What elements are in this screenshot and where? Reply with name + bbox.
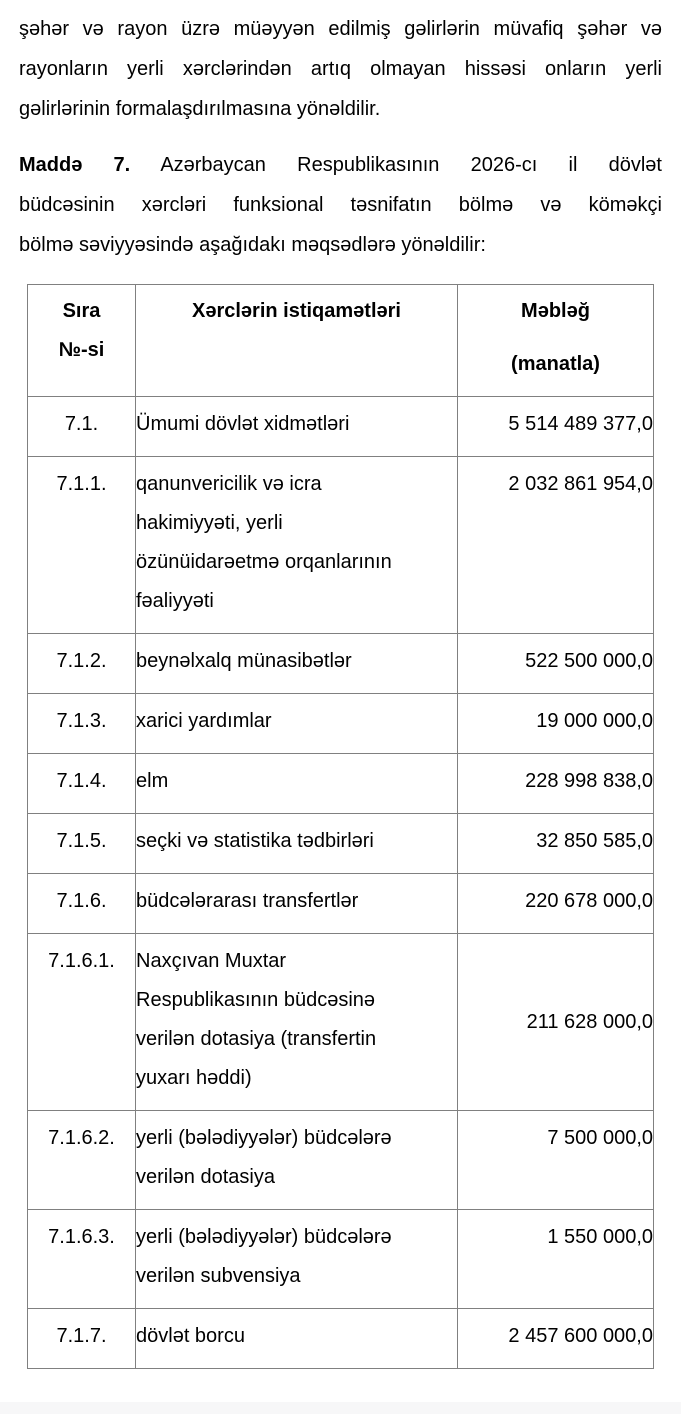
row-description: yerli (bələdiyyələr) büdcələrə verilən dotasiya — [136, 1111, 458, 1210]
row-amount: 211 628 000,0 — [458, 934, 654, 1111]
row-description: beynəlxalq münasibətlər — [136, 634, 458, 694]
row-description: Naxçıvan Muxtar Respublikasının büdcəsinə verilən dotasiya (transfertin yuxarı həddi) — [136, 934, 458, 1111]
table-header-row — [28, 285, 654, 397]
row-description: xarici yardımlar — [136, 694, 458, 754]
row-description: büdcələrarası transfertlər — [136, 874, 458, 934]
row-number: 7.1.6.2. — [28, 1111, 136, 1210]
table-row — [28, 754, 654, 814]
row-number: 7.1.7. — [28, 1309, 136, 1369]
table-row — [28, 814, 654, 874]
table-row — [28, 397, 654, 457]
row-amount: 1 550 000,0 — [458, 1210, 654, 1309]
row-amount: 5 514 489 377,0 — [458, 397, 654, 457]
table-row — [28, 457, 654, 634]
header-amount-line1: Məbləğ — [521, 300, 590, 322]
row-number: 7.1.5. — [28, 814, 136, 874]
header-direction-label: Xərclərin istiqamətləri — [192, 300, 401, 322]
table-row — [28, 934, 654, 1111]
row-number: 7.1.2. — [28, 634, 136, 694]
row-number: 7.1.6.3. — [28, 1210, 136, 1309]
row-amount: 228 998 838,0 — [458, 754, 654, 814]
paragraph-intro — [19, 0, 662, 129]
budget-table — [27, 284, 654, 1369]
paragraph-intro-line: gəlirlərinin formalaşdırılmasına yönəldilir. — [19, 98, 381, 120]
table-row — [28, 874, 654, 934]
row-description: Ümumi dövlət xidmətləri — [136, 397, 458, 457]
paragraph-intro-line: rayonların yerli xərclərindən artıq olmayan hissəsi onların yerli — [19, 58, 662, 80]
header-cell-direction — [136, 285, 458, 397]
row-amount: 32 850 585,0 — [458, 814, 654, 874]
header-number-line1: Sıra — [62, 300, 101, 322]
table-row — [28, 1309, 654, 1369]
madde-7-label: Maddə 7. — [19, 154, 131, 176]
header-cell-number — [28, 285, 136, 397]
row-number: 7.1.6.1. — [28, 934, 136, 1111]
paragraph-madde-7-line: büdcəsinin xərcləri funksional təsnifatın bölmə və köməkçi — [19, 194, 662, 216]
paragraph-madde-7-line: bölmə səviyyəsində aşağıdakı məqsədlərə yönəldilir: — [19, 234, 486, 256]
row-description: seçki və statistika tədbirləri — [136, 814, 458, 874]
table-row — [28, 1111, 654, 1210]
row-amount: 522 500 000,0 — [458, 634, 654, 694]
paragraph-madde-7-line — [19, 145, 662, 185]
row-description: qanunvericilik və icra hakimiyyəti, yerli özünüidarəetmə orqanlarının fəaliyyəti — [136, 457, 458, 634]
table-row — [28, 694, 654, 754]
row-description: yerli (bələdiyyələr) büdcələrə verilən subvensiya — [136, 1210, 458, 1309]
header-number-line2: №-si — [58, 339, 105, 361]
row-number: 7.1.6. — [28, 874, 136, 934]
row-number: 7.1.4. — [28, 754, 136, 814]
table-body — [28, 397, 654, 1369]
row-number: 7.1.3. — [28, 694, 136, 754]
table-row — [28, 1210, 654, 1309]
row-number: 7.1. — [28, 397, 136, 457]
row-number: 7.1.1. — [28, 457, 136, 634]
page-edge-strip — [0, 1402, 681, 1414]
paragraph-intro-line: şəhər və rayon üzrə müəyyən edilmiş gəlirlərin müvafiq şəhər və — [19, 18, 662, 40]
row-amount: 2 457 600 000,0 — [458, 1309, 654, 1369]
header-cell-amount — [458, 285, 654, 397]
row-amount: 19 000 000,0 — [458, 694, 654, 754]
madde-7-line1-rest: Azərbaycan Respublikasının 2026-cı il dövlət — [130, 154, 662, 176]
paragraph-madde-7 — [19, 145, 662, 265]
row-amount: 7 500 000,0 — [458, 1111, 654, 1210]
table-row — [28, 634, 654, 694]
row-description: elm — [136, 754, 458, 814]
row-amount: 220 678 000,0 — [458, 874, 654, 934]
header-amount-line2: (manatla) — [511, 353, 600, 375]
row-description: dövlət borcu — [136, 1309, 458, 1369]
row-amount: 2 032 861 954,0 — [458, 457, 654, 634]
